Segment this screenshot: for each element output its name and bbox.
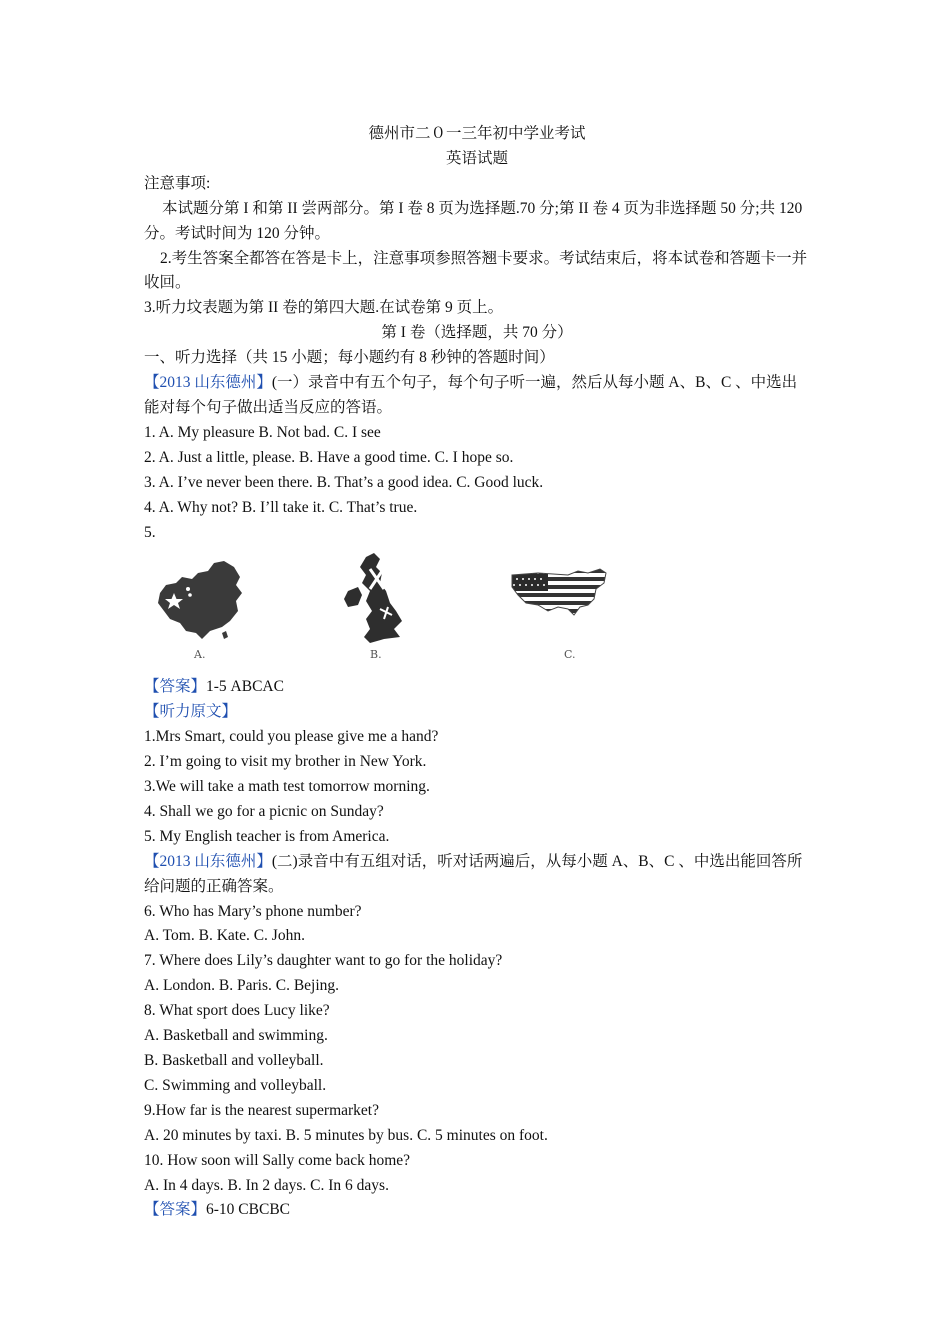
- dialog-line: 10. How soon will Sally come back home?: [144, 1151, 411, 1169]
- source-tag: 【2013 山东德州】: [144, 374, 272, 392]
- note-item-2: 2.考生答案全都答在答是卡上，注意事项参照答翘卡要求。考试结束后，将本试卷和答题卡一并收回。: [144, 249, 808, 292]
- exam-page: [144, 122, 810, 1223]
- sub2-instruction: 【2013 山东德州】(二)录音中有五组对话，听对话两遍后，从每小题 A、B、C 、中选出能回答所给问题的正确答案。: [144, 852, 803, 895]
- note-item-3: 3.听力坟表题为第 II 卷的第四大题.在试卷第 9 页上。: [144, 299, 504, 317]
- answer-label: 【答案】: [144, 1201, 207, 1219]
- figure-caption-b: B.: [370, 648, 382, 662]
- transcript-label: 【听力原文】: [144, 703, 238, 721]
- dialog-line: A. Tom. B. Kate. C. John.: [144, 927, 305, 945]
- transcript-line-4: 4. Shall we go for a picnic on Sunday?: [144, 802, 384, 820]
- source-tag: 【2013 山东德州】: [144, 852, 272, 870]
- transcript-line-3: 3.We will take a math test tomorrow morning.: [144, 778, 430, 796]
- exam-subtitle: 英语试题: [445, 149, 508, 167]
- dialog-line: 9.How far is the nearest supermarket?: [144, 1101, 379, 1119]
- answer-6-10: 【答案】6-10 CBCBC: [144, 1201, 290, 1219]
- china-map-icon: [152, 549, 248, 649]
- dialog-line: B. Basketball and volleyball.: [144, 1052, 324, 1069]
- dialog-line: A. Basketball and swimming.: [144, 1027, 328, 1045]
- question-2: 2. A. Just a little, please. B. Have a good time. C. I hope so.: [144, 448, 514, 466]
- dialog-line: 6. Who has Mary’s phone number?: [144, 902, 362, 920]
- figure-c: [508, 549, 612, 662]
- question-5: 5.: [144, 523, 156, 541]
- transcript-line-5: 5. My English teacher is from America.: [144, 827, 390, 845]
- dialog-line: C. Swimming and volleyball.: [144, 1076, 327, 1094]
- question-1: 1. A. My pleasure B. Not bad. C. I see: [144, 423, 381, 441]
- transcript-line-1: 1.Mrs Smart, could you please give me a hand?: [144, 728, 439, 746]
- map-figures: [144, 549, 810, 673]
- transcript-line-2: 2. I’m going to visit my brother in New York.: [144, 753, 427, 771]
- answer-label: 【答案】: [144, 678, 207, 696]
- figure-a: [152, 549, 248, 662]
- note-item-1: 本试题分第 I 和第 II 尝两部分。第 I 卷 8 页为选择题.70 分;第 II 卷 4 页为非选择题 50 分;共 120 分。考试时间为 120 分钟。: [144, 199, 803, 242]
- figure-caption-c: C.: [564, 648, 576, 662]
- dialog-line: A. In 4 days. B. In 2 days. C. In 6 days.: [144, 1176, 389, 1194]
- section-heading: 一、听力选择（共 15 小题；每小题约有 8 秒钟的答题时间）: [144, 349, 555, 367]
- dialog-line: A. 20 minutes by taxi. B. 5 minutes by bus. C. 5 minutes on foot.: [144, 1126, 548, 1144]
- usa-map-icon: [508, 549, 612, 649]
- question-4: 4. A. Why not? B. I’ll take it. C. That’s true.: [144, 498, 418, 516]
- sub1-instruction: 【2013 山东德州】(一）录音中有五个句子，每个句子听一遍，然后从每小题 A、B、C 、中选出能对每个句子做出适当反应的答语。: [144, 374, 798, 416]
- answer-1-5: 【答案】1-5 ABCAC: [144, 678, 284, 696]
- dialog-line: 7. Where does Lily’s daughter want to go for the holiday?: [144, 952, 503, 970]
- uk-map-icon: [340, 549, 410, 649]
- figure-caption-a: A.: [194, 648, 206, 662]
- figure-b: [340, 549, 410, 662]
- dialog-line: 8. What sport does Lucy like?: [144, 1002, 330, 1020]
- notes-heading: 注意事项:: [144, 174, 211, 192]
- dialog-line: A. London. B. Paris. C. Bejing.: [144, 977, 340, 995]
- part1-heading: 第 I 卷（选择题，共 70 分）: [381, 324, 573, 342]
- exam-title: 德州市二０一三年初中学业考试: [368, 125, 586, 142]
- question-3: 3. A. I’ve never been there. B. That’s a good idea. C. Good luck.: [144, 473, 544, 491]
